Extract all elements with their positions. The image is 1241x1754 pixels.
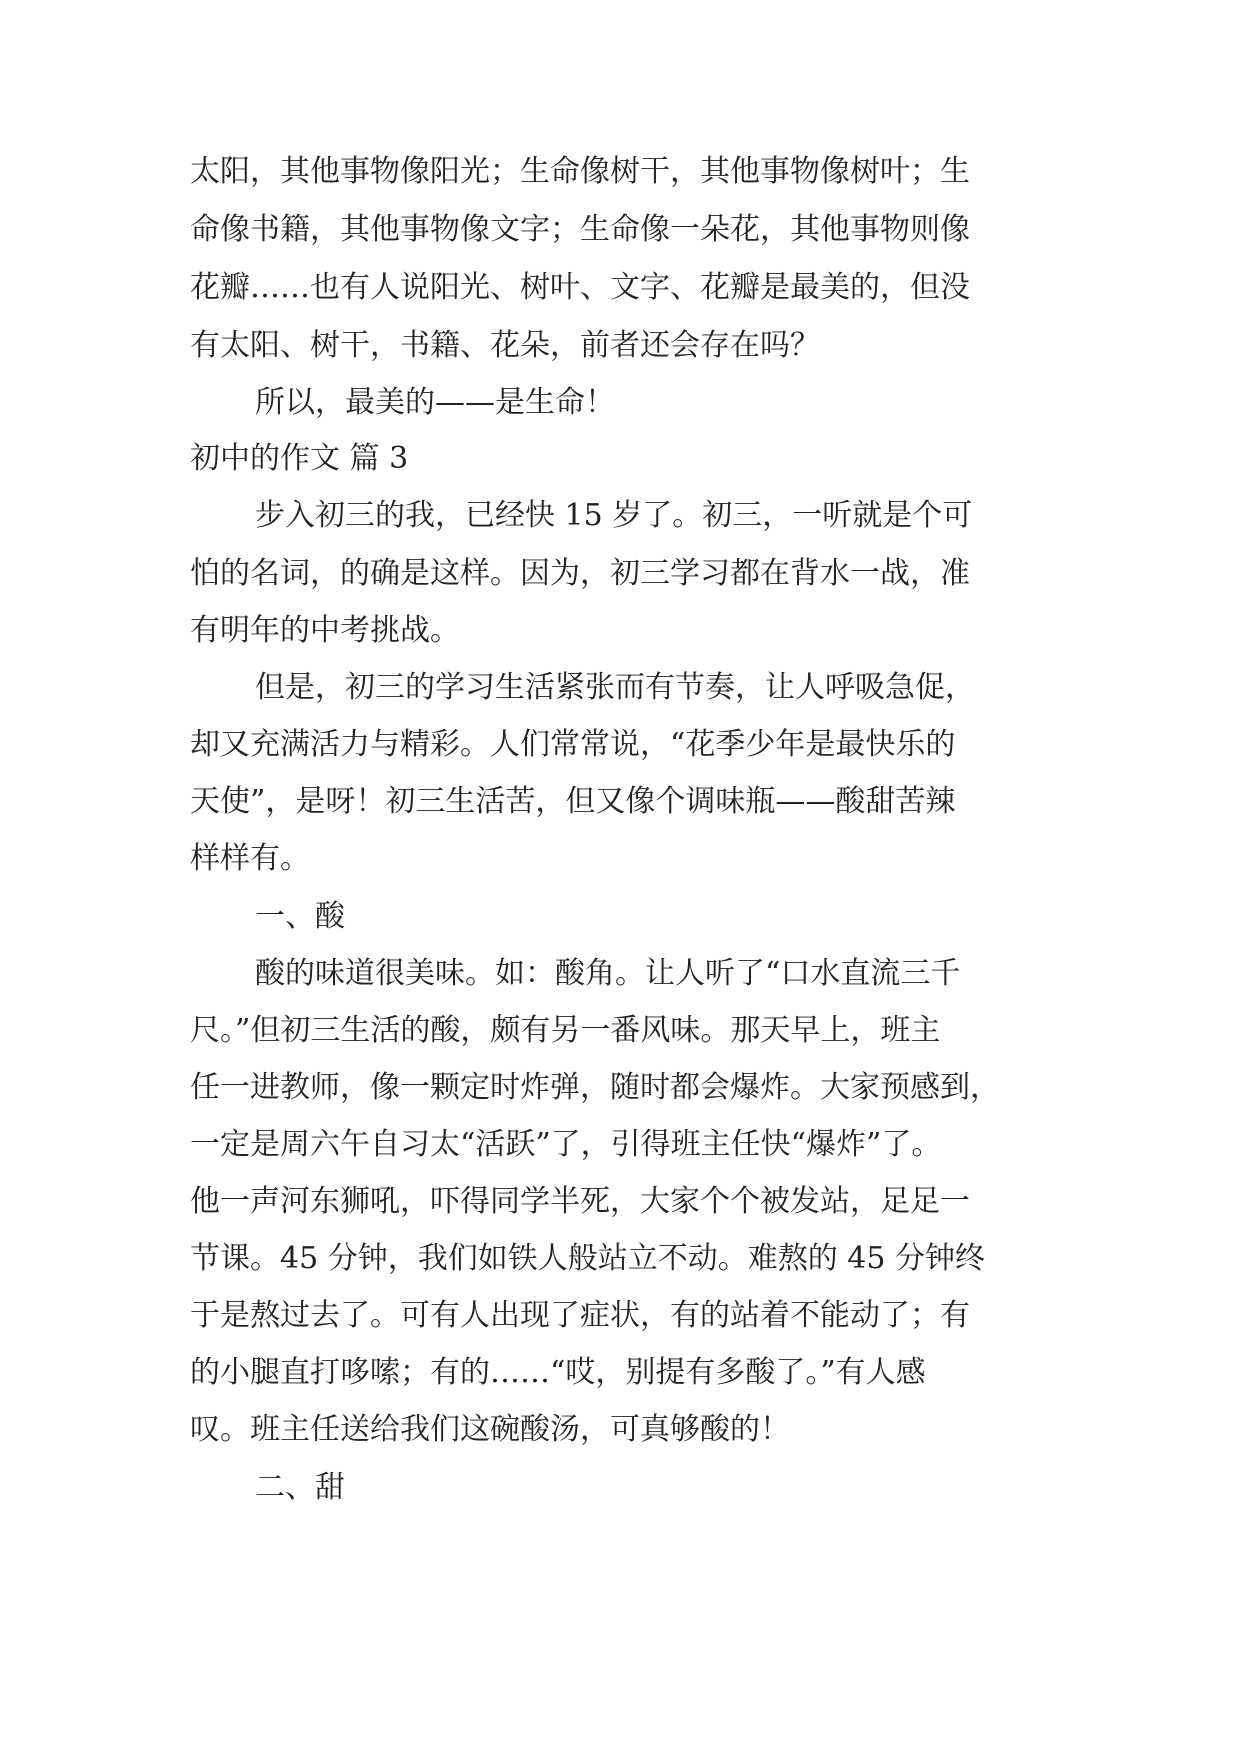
subheading: 二、甜 bbox=[255, 1470, 345, 1505]
paragraph-line: 一定是周六午自习太“活跃”了，引得班主任快“爆炸”了。 bbox=[190, 1127, 942, 1162]
paragraph-line: 有明年的中考挑战。 bbox=[190, 613, 460, 648]
paragraph-line: 命像书籍，其他事物像文字；生命像一朵花，其他事物则像 bbox=[190, 212, 970, 247]
paragraph-line: 太阳，其他事物像阳光；生命像树干，其他事物像树叶；生 bbox=[190, 154, 970, 189]
paragraph-line: 所以，最美的——是生命！ bbox=[255, 385, 615, 420]
paragraph-line: 怕的名词，的确是这样。因为，初三学习都在背水一战，准 bbox=[190, 556, 970, 591]
paragraph-line: 叹。班主任送给我们这碗酸汤，可真够酸的！ bbox=[190, 1412, 790, 1447]
paragraph-line: 有太阳、树干，书籍、花朵，前者还会存在吗？ bbox=[190, 328, 820, 363]
paragraph-line: 花瓣……也有人说阳光、树叶、文字、花瓣是最美的，但没 bbox=[190, 270, 970, 305]
subheading: 一、酸 bbox=[255, 899, 345, 934]
paragraph-line: 任一进教师，像一颗定时炸弹，随时都会爆炸。大家预感到， bbox=[190, 1070, 1000, 1105]
paragraph-line: 节课。45 分钟，我们如铁人般站立不动。难熬的 45 分钟终 bbox=[190, 1241, 985, 1276]
paragraph-line: 他一声河东狮吼，吓得同学半死，大家个个被发站，足足一 bbox=[190, 1184, 970, 1219]
paragraph-line: 尺。”但初三生活的酸，颇有另一番风味。那天早上，班主 bbox=[190, 1013, 941, 1048]
paragraph-line: 酸的味道很美味。如：酸角。让人听了“口水直流三千 bbox=[255, 956, 961, 991]
section-heading: 初中的作文 篇 3 bbox=[190, 441, 409, 476]
paragraph-line: 天使”，是呀！初三生活苦，但又像个调味瓶——酸甜苦辣 bbox=[190, 784, 956, 819]
paragraph-line: 于是熬过去了。可有人出现了症状，有的站着不能动了；有 bbox=[190, 1298, 970, 1333]
paragraph-line: 步入初三的我，已经快 15 岁了。初三，一听就是个可 bbox=[255, 498, 973, 533]
paragraph-line: 却又充满活力与精彩。人们常常说，“花季少年是最快乐的 bbox=[190, 727, 956, 762]
paragraph-line: 样样有。 bbox=[190, 841, 310, 876]
paragraph-line: 的小腿直打哆嗦；有的……“哎，别提有多酸了。”有人感 bbox=[190, 1355, 926, 1390]
paragraph-line: 但是，初三的学习生活紧张而有节奏，让人呼吸急促， bbox=[255, 670, 975, 705]
